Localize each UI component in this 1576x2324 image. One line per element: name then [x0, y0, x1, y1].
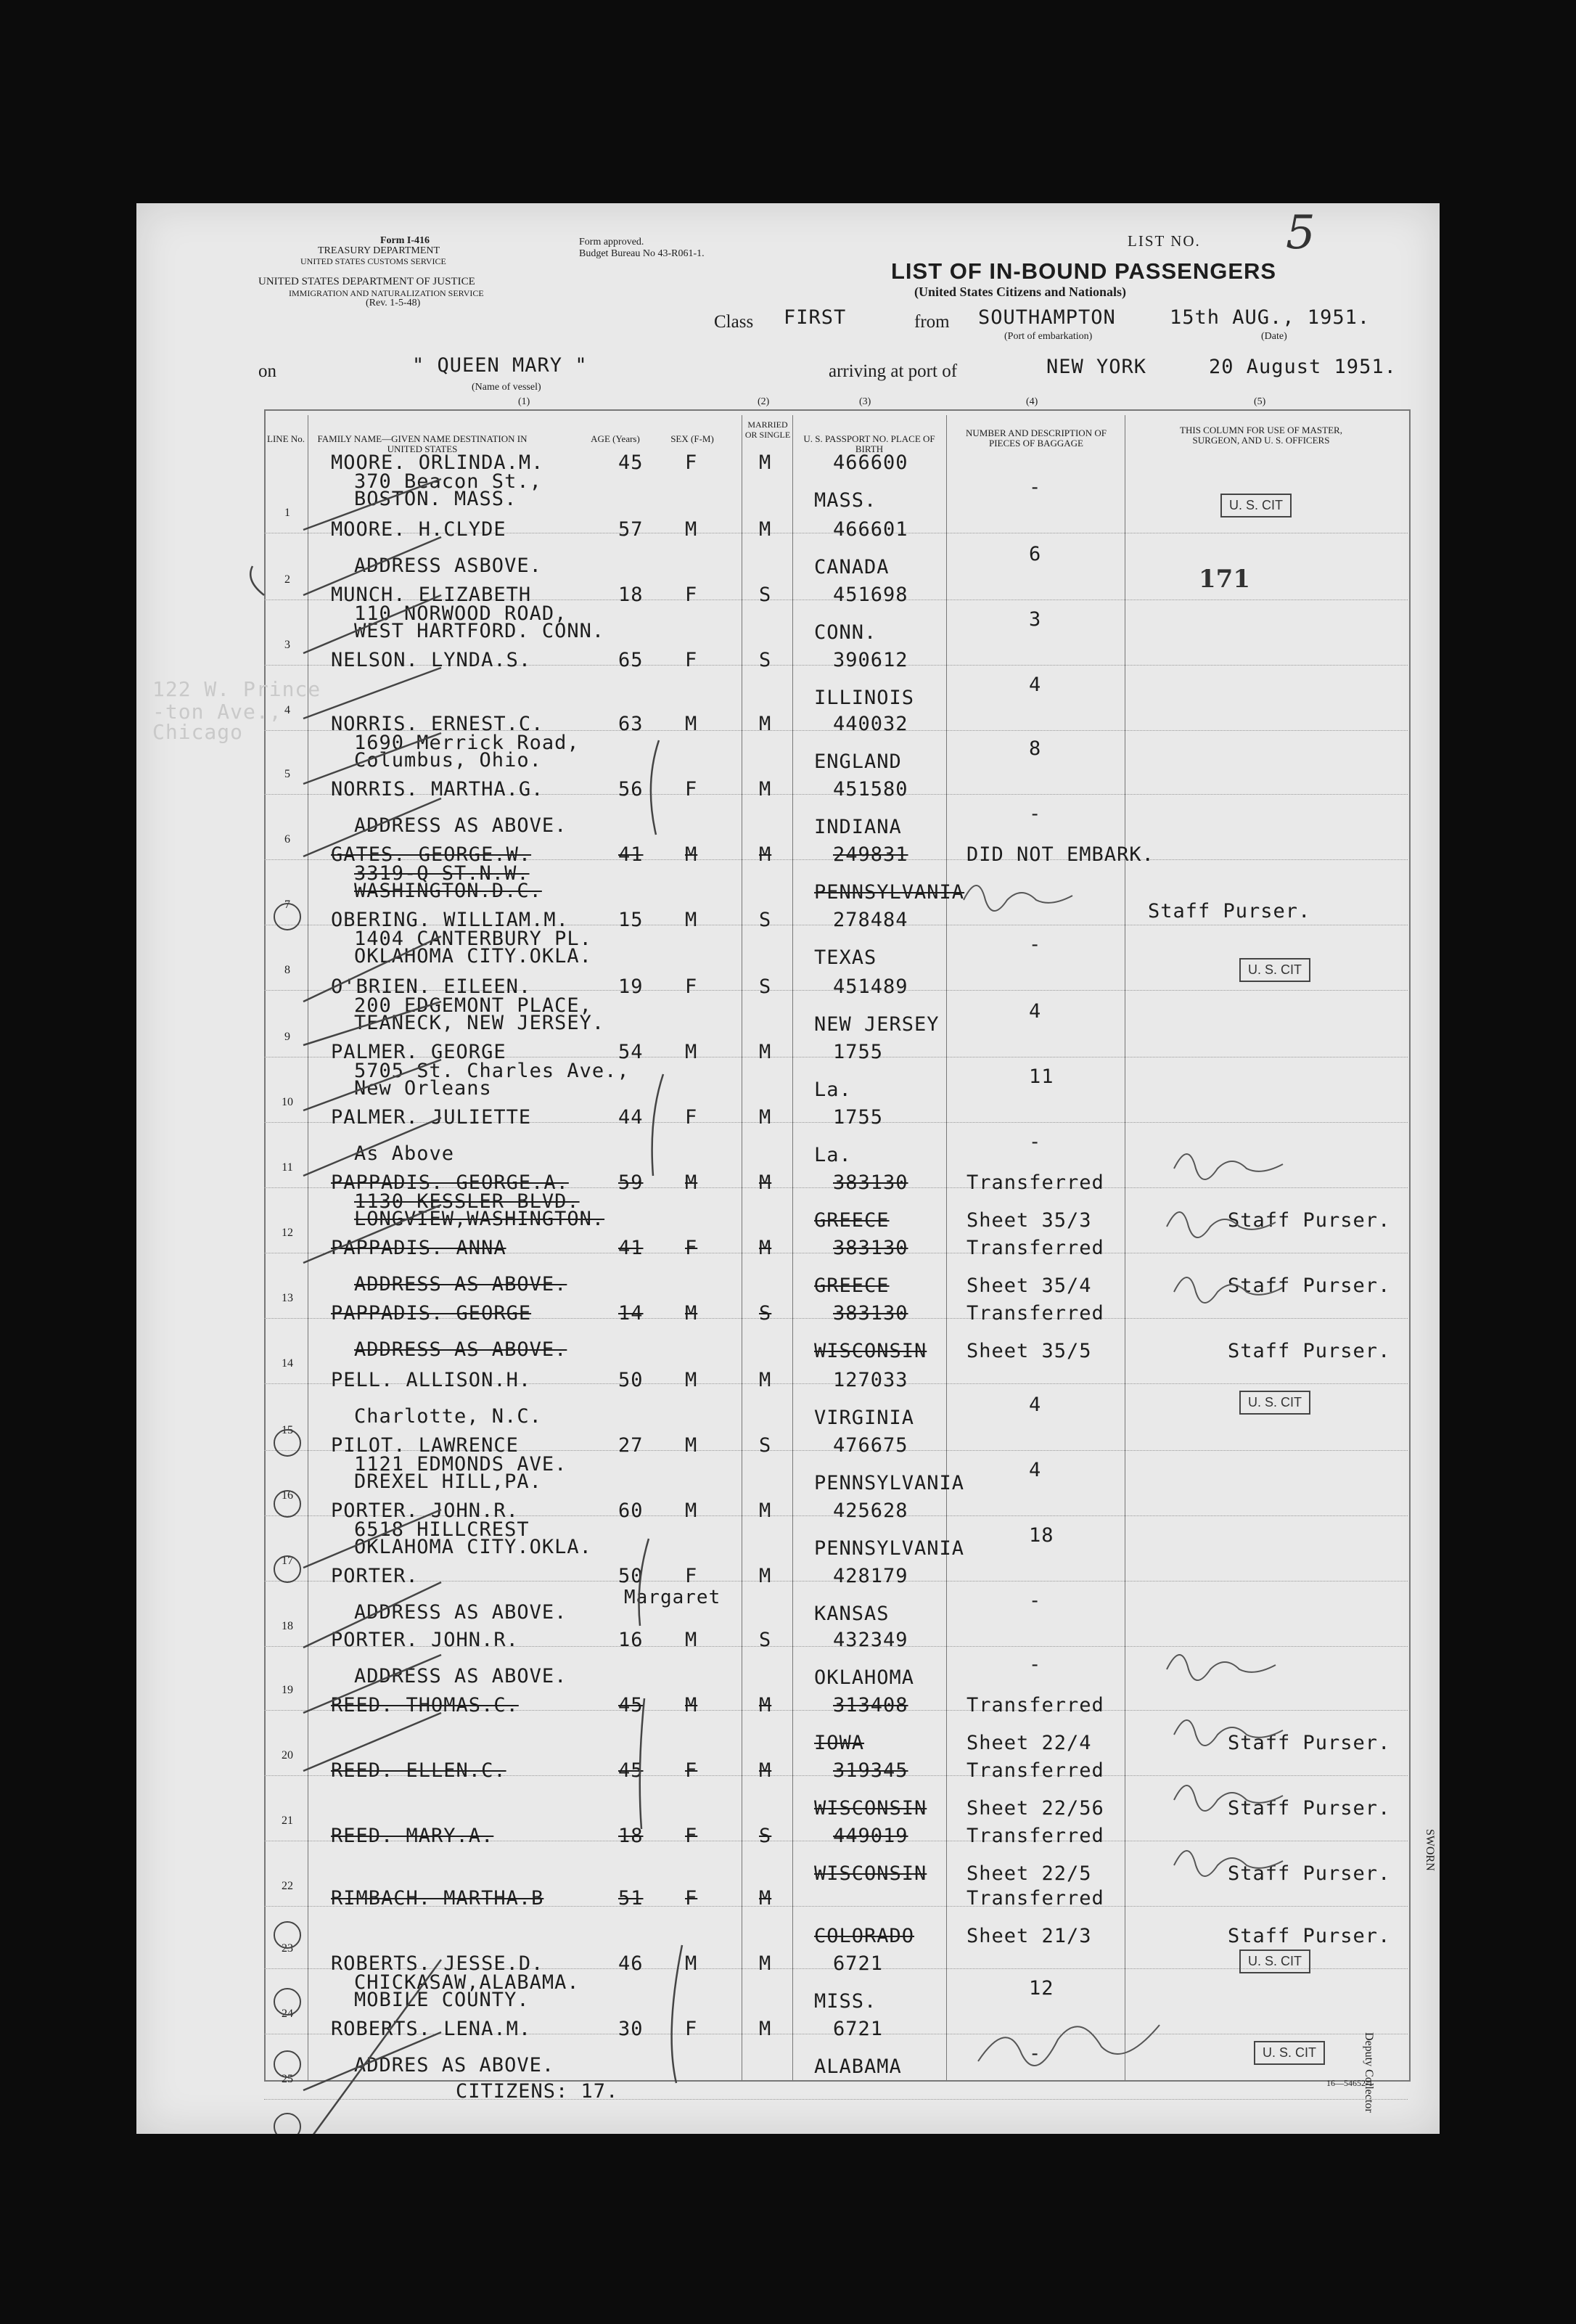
- passport-number: 451489: [833, 975, 908, 998]
- manifest-sheet: [136, 203, 1440, 2134]
- baggage: 4: [1029, 1000, 1042, 1023]
- line-number: 23: [282, 1942, 293, 1955]
- embark-caption: (Port of embarkation): [1004, 331, 1093, 342]
- margin-address-3: Chicago: [152, 720, 244, 744]
- age: 44: [618, 1106, 644, 1129]
- ins-name: IMMIGRATION AND NATURALIZATION SERVICE: [289, 288, 484, 298]
- place-of-birth: TEXAS: [814, 946, 877, 969]
- place-of-birth: CONN.: [814, 621, 877, 644]
- deputy-collector: Deputy Collector: [1363, 2032, 1375, 2113]
- passport-number: 425628: [833, 1499, 908, 1522]
- marital-status: M: [759, 1171, 772, 1194]
- place-of-birth: INDIANA: [814, 816, 902, 838]
- baggage: -: [1029, 476, 1042, 499]
- line-number: 16: [282, 1489, 293, 1502]
- age: 50: [618, 1565, 644, 1587]
- passport-number: 451698: [833, 584, 908, 606]
- destination-line-2: OKLAHOMA CITY.OKLA.: [354, 945, 592, 967]
- transfer-sheet: Sheet 22/5: [966, 1862, 1092, 1885]
- marital-status: M: [759, 1887, 772, 1910]
- sworn-mark: SWORN: [1424, 1829, 1436, 1871]
- baggage: 4: [1029, 674, 1042, 696]
- sex: M: [685, 1434, 698, 1457]
- age: 14: [618, 1302, 644, 1325]
- marital-status: M: [759, 843, 772, 866]
- destination-line-2: WEST HARTFORD. CONN.: [354, 620, 605, 642]
- marital-status: M: [759, 1369, 772, 1391]
- destination-line-2: New Orleans: [354, 1077, 492, 1100]
- header-line-no: LINE No.: [267, 433, 305, 444]
- justice-name: UNITED STATES DEPARTMENT OF JUSTICE: [258, 276, 475, 287]
- line-number: 8: [284, 964, 290, 976]
- pen-marks: [136, 203, 1440, 2134]
- header-married: MARRIED OR SINGLE: [744, 420, 791, 440]
- line-number: 18: [282, 1620, 293, 1632]
- destination-line-1: 1121 EDMONDS AVE.: [354, 1453, 567, 1476]
- baggage: 6: [1029, 543, 1042, 565]
- page-number-171: 171: [1199, 565, 1250, 594]
- destination-line-2: OKLAHOMA CITY.OKLA.: [354, 1536, 592, 1558]
- passport-number: 440032: [833, 713, 908, 735]
- sex: F: [685, 975, 698, 998]
- place-of-birth: VIRGINIA: [814, 1407, 915, 1429]
- line-number: 5: [284, 768, 290, 780]
- passenger-name: GATES. GEORGE.W.: [331, 843, 532, 866]
- sex: M: [685, 1041, 698, 1063]
- marital-status: M: [759, 451, 772, 474]
- passenger-name: MUNCH. ELIZABETH: [331, 584, 532, 606]
- embark-port: SOUTHAMPTON: [978, 306, 1116, 329]
- sex: M: [685, 843, 698, 866]
- baggage: Transferred: [966, 1759, 1104, 1782]
- date-caption: (Date): [1261, 331, 1287, 342]
- sex: F: [685, 584, 698, 606]
- age: 16: [618, 1629, 644, 1651]
- sex: M: [685, 1302, 698, 1325]
- place-of-birth: WISCONSIN: [814, 1340, 927, 1362]
- transfer-sheet: Sheet 22/56: [966, 1797, 1104, 1820]
- destination-line-2: DREXEL HILL,PA.: [354, 1470, 542, 1493]
- line-number: 9: [284, 1031, 290, 1043]
- marital-status: M: [759, 1041, 772, 1063]
- marital-status: S: [759, 1302, 772, 1325]
- marital-status: S: [759, 1434, 772, 1457]
- destination-line-1: CHICKASAW,ALABAMA.: [354, 1971, 580, 1994]
- staff-purser-note: Staff Purser.: [1228, 1274, 1391, 1297]
- marital-status: M: [759, 1952, 772, 1975]
- passport-number: 313408: [833, 1694, 908, 1717]
- passport-number: 449019: [833, 1825, 908, 1847]
- header-name: FAMILY NAME—GIVEN NAME DESTINATION IN UNITED STATES: [317, 433, 528, 454]
- budget-bureau: Budget Bureau No 43-R061-1.: [579, 248, 705, 259]
- passport-number: 383130: [833, 1237, 908, 1259]
- line-number: 3: [284, 639, 290, 651]
- marital-status: M: [759, 1499, 772, 1522]
- sex: F: [685, 1106, 698, 1129]
- embark-date: 15th AUG., 1951.: [1170, 306, 1371, 329]
- age: 57: [618, 518, 644, 541]
- line-number: 1: [284, 507, 290, 519]
- passport-number: 383130: [833, 1171, 908, 1194]
- sex: M: [685, 1171, 698, 1194]
- col-num-4: (4): [1026, 396, 1038, 407]
- baggage: Transferred: [966, 1237, 1104, 1259]
- passenger-name: PORTER. JOHN.R.: [331, 1629, 519, 1651]
- place-of-birth: PENNSYLVANIA: [814, 1472, 965, 1494]
- age: 59: [618, 1171, 644, 1194]
- arrival-date: 20 August 1951.: [1209, 356, 1397, 378]
- staff-purser-note: Staff Purser.: [1228, 1340, 1391, 1362]
- passport-number: 390612: [833, 649, 908, 671]
- passenger-name: MOORE. H.CLYDE: [331, 518, 506, 541]
- transfer-sheet: Sheet 21/3: [966, 1925, 1092, 1947]
- margin-address-1: 122 W. Prince: [152, 677, 321, 701]
- sex: F: [685, 778, 698, 801]
- passenger-name: REED. THOMAS.C.: [331, 1694, 519, 1717]
- marital-status: M: [759, 713, 772, 735]
- sex: M: [685, 1952, 698, 1975]
- line-number: 17: [282, 1555, 293, 1567]
- place-of-birth: GREECE: [814, 1209, 890, 1232]
- class-label: Class: [714, 312, 754, 332]
- footer-code: 16—54652-1: [1326, 2078, 1373, 2088]
- destination-line-1: 1690 Merrick Road,: [354, 732, 580, 754]
- destination-line-2: MOBILE COUNTY.: [354, 1989, 530, 2011]
- passenger-name: PILOT. LAWRENCE: [331, 1434, 519, 1457]
- line-number: 22: [282, 1880, 293, 1892]
- sex: M: [685, 1694, 698, 1717]
- passenger-name: NORRIS. ERNEST.C.: [331, 713, 544, 735]
- passport-number: 6721: [833, 1952, 884, 1975]
- transfer-sheet: Sheet 35/4: [966, 1274, 1092, 1297]
- line-number: 6: [284, 833, 290, 846]
- dept-name: TREASURY DEPARTMENT: [318, 245, 440, 256]
- place-of-birth: MASS.: [814, 489, 877, 512]
- rev-date: (Rev. 1-5-48): [366, 298, 421, 308]
- header-passport: U. S. PASSPORT NO. PLACE OF BIRTH: [803, 433, 935, 454]
- line-number: 13: [282, 1292, 293, 1304]
- col-num-1: (1): [518, 396, 530, 407]
- line-number: 19: [282, 1684, 293, 1696]
- baggage: 18: [1029, 1524, 1054, 1547]
- place-of-birth: La.: [814, 1079, 852, 1101]
- sex: M: [685, 1369, 698, 1391]
- place-of-birth: KANSAS: [814, 1603, 890, 1625]
- age: 51: [618, 1887, 644, 1910]
- sex: M: [685, 909, 698, 931]
- line-number: 7: [284, 899, 290, 911]
- sex: F: [685, 451, 698, 474]
- passport-number: 127033: [833, 1369, 908, 1391]
- destination-line-2: ADDRES AS ABOVE.: [354, 2054, 555, 2077]
- us-cit-stamp: U. S. CIT: [1239, 1391, 1310, 1415]
- destination-line-1: 3319-Q ST.N.W.: [354, 862, 530, 885]
- header-officers: THIS COLUMN FOR USE OF MASTER, SURGEON, AND U. S. OFFICERS: [1180, 425, 1342, 446]
- place-of-birth: PENNSYLVANIA: [814, 881, 965, 904]
- margin-address-2: -ton Ave.,: [152, 700, 282, 724]
- age: 45: [618, 1759, 644, 1782]
- col-num-5: (5): [1254, 396, 1266, 407]
- passenger-name: RIMBACH. MARTHA.B: [331, 1887, 544, 1910]
- line-number: 20: [282, 1749, 293, 1762]
- sex: M: [685, 1499, 698, 1522]
- place-of-birth: GREECE: [814, 1274, 890, 1297]
- age: 27: [618, 1434, 644, 1457]
- age: 30: [618, 2018, 644, 2040]
- destination-line-2: As Above: [354, 1142, 455, 1165]
- passenger-name: PALMER. GEORGE: [331, 1041, 506, 1063]
- place-of-birth: WISCONSIN: [814, 1797, 927, 1820]
- passport-number: 428179: [833, 1565, 908, 1587]
- page-title: LIST OF IN-BOUND PASSENGERS: [891, 258, 1277, 284]
- header-baggage: NUMBER AND DESCRIPTION OF PIECES OF BAGGAGE: [966, 427, 1107, 449]
- line-number: 24: [282, 2008, 293, 2020]
- line-number: 10: [282, 1096, 293, 1108]
- baggage: -: [1029, 1653, 1042, 1676]
- passport-number: 466601: [833, 518, 908, 541]
- us-cit-stamp: U. S. CIT: [1239, 1949, 1310, 1973]
- passenger-name: PELL. ALLISON.H.: [331, 1369, 532, 1391]
- age: 15: [618, 909, 644, 931]
- marital-status: S: [759, 909, 772, 931]
- destination-line-2: LONGVIEW,WASHINGTON.: [354, 1208, 605, 1230]
- age: 41: [618, 1237, 644, 1259]
- age: 46: [618, 1952, 644, 1975]
- passenger-name: ROBERTS. LENA.M.: [331, 2018, 532, 2040]
- baggage: Transferred: [966, 1171, 1104, 1194]
- staff-purser-label: Staff Purser.: [1148, 900, 1311, 922]
- destination-line-2: WASHINGTON.D.C.: [354, 880, 542, 902]
- margaret-note: Margaret: [624, 1587, 721, 1608]
- passenger-name: PALMER. JULIETTE: [331, 1106, 532, 1129]
- line-number: 4: [284, 704, 290, 716]
- arriving-label: arriving at port of: [829, 361, 958, 381]
- destination-line-1: 200 EDGEMONT PLACE,: [354, 994, 592, 1017]
- transfer-sheet: Sheet 22/4: [966, 1732, 1092, 1754]
- line-number: 12: [282, 1227, 293, 1239]
- baggage: Transferred: [966, 1887, 1104, 1910]
- passport-number: 1755: [833, 1106, 884, 1129]
- passport-number: 466600: [833, 451, 908, 474]
- form-number: Form I-416: [380, 235, 430, 246]
- passport-number: 319345: [833, 1759, 908, 1782]
- destination-line-2: ADDRESS AS ABOVE.: [354, 1338, 567, 1361]
- marital-status: M: [759, 518, 772, 541]
- line-number: 25: [282, 2073, 293, 2085]
- staff-purser-note: Staff Purser.: [1228, 1732, 1391, 1754]
- staff-purser-note: Staff Purser.: [1228, 1797, 1391, 1820]
- destination-line-1: 370 Beacon St.,: [354, 470, 542, 493]
- passport-number: 383130: [833, 1302, 908, 1325]
- passenger-name: ROBERTS. JESSE.D.: [331, 1952, 544, 1975]
- passenger-name: REED. ELLEN.C.: [331, 1759, 506, 1782]
- destination-line-2: TEANECK, NEW JERSEY.: [354, 1012, 605, 1034]
- list-no: 5: [1286, 206, 1316, 260]
- sex: M: [685, 713, 698, 735]
- place-of-birth: La.: [814, 1144, 852, 1166]
- place-of-birth: MISS.: [814, 1990, 877, 2013]
- transfer-sheet: Sheet 35/5: [966, 1340, 1092, 1362]
- age: 19: [618, 975, 644, 998]
- marital-status: S: [759, 1825, 772, 1847]
- baggage: DID NOT EMBARK.: [966, 843, 1154, 866]
- line-number: 21: [282, 1814, 293, 1827]
- marital-status: M: [759, 1694, 772, 1717]
- baggage: 8: [1029, 737, 1042, 760]
- staff-purser-note: Staff Purser.: [1228, 1925, 1391, 1947]
- destination-line-1: 110 NORWOOD ROAD,: [354, 602, 567, 625]
- us-cit-stamp: U. S. CIT: [1254, 2041, 1325, 2065]
- marital-status: S: [759, 649, 772, 671]
- passport-number: 249831: [833, 843, 908, 866]
- col-num-2: (2): [758, 396, 770, 407]
- place-of-birth: ALABAMA: [814, 2055, 902, 2078]
- passenger-name: PAPPADIS. ANNA: [331, 1237, 506, 1259]
- destination-line-1: 6518 HILLCREST: [354, 1518, 530, 1541]
- baggage: 4: [1029, 1394, 1042, 1416]
- baggage: Transferred: [966, 1302, 1104, 1325]
- passport-number: 278484: [833, 909, 908, 931]
- passenger-name: REED. MARY.A.: [331, 1825, 494, 1847]
- place-of-birth: WISCONSIN: [814, 1862, 927, 1885]
- passenger-name: O'BRIEN. EILEEN.: [331, 975, 532, 998]
- col-num-3: (3): [859, 396, 871, 407]
- destination-line-2: ADDRESS ASBOVE.: [354, 555, 542, 577]
- passport-number: 432349: [833, 1629, 908, 1651]
- age: 45: [618, 1694, 644, 1717]
- sex: F: [685, 1759, 698, 1782]
- header-sex: SEX (F-M): [670, 433, 714, 444]
- passenger-name: MOORE. ORLINDA.M.: [331, 451, 544, 474]
- baggage: Transferred: [966, 1694, 1104, 1717]
- passport-number: 6721: [833, 2018, 884, 2040]
- marital-status: S: [759, 1629, 772, 1651]
- destination-line-2: ADDRESS AS ABOVE.: [354, 1273, 567, 1296]
- passenger-name: PAPPADIS. GEORGE: [331, 1302, 532, 1325]
- baggage: 11: [1029, 1065, 1054, 1088]
- on-label: on: [258, 361, 276, 381]
- age: 45: [618, 451, 644, 474]
- age: 50: [618, 1369, 644, 1391]
- destination-line-2: ADDRESS AS ABOVE.: [354, 1665, 567, 1687]
- destination-line-1: 1130 KESSLER BLVD.: [354, 1190, 580, 1213]
- arrival-port: NEW YORK: [1046, 356, 1147, 378]
- sex: F: [685, 2018, 698, 2040]
- baggage: -: [1029, 933, 1042, 956]
- vessel-name: " QUEEN MARY ": [412, 354, 588, 377]
- destination-line-1: 1404 CANTERBURY PL.: [354, 928, 592, 950]
- place-of-birth: ENGLAND: [814, 750, 902, 773]
- vessel-caption: (Name of vessel): [472, 382, 541, 393]
- destination-line-2: BOSTON. MASS.: [354, 488, 517, 510]
- place-of-birth: COLORADO: [814, 1925, 915, 1947]
- staff-purser-note: Staff Purser.: [1228, 1209, 1391, 1232]
- place-of-birth: OKLAHOMA: [814, 1666, 915, 1689]
- passport-number: 451580: [833, 778, 908, 801]
- citizens-count: CITIZENS: 17.: [456, 2080, 619, 2103]
- from-label: from: [914, 312, 950, 332]
- sex: F: [685, 1565, 698, 1587]
- form-approved: Form approved.: [579, 237, 644, 247]
- marital-status: M: [759, 2018, 772, 2040]
- marital-status: M: [759, 778, 772, 801]
- age: 60: [618, 1499, 644, 1522]
- destination-line-2: Columbus, Ohio.: [354, 749, 542, 772]
- place-of-birth: ILLINOIS: [814, 687, 915, 709]
- marital-status: M: [759, 1565, 772, 1587]
- list-no-label: LIST NO.: [1128, 232, 1201, 250]
- age: 41: [618, 843, 644, 866]
- line-number: 15: [282, 1424, 293, 1436]
- baggage: 4: [1029, 1459, 1042, 1481]
- passenger-name: OBERING. WILLIAM.M.: [331, 909, 569, 931]
- marital-status: M: [759, 1237, 772, 1259]
- destination-line-1: 5705 St. Charles Ave.,: [354, 1060, 630, 1082]
- baggage: -: [1029, 2042, 1042, 2065]
- age: 18: [618, 1825, 644, 1847]
- staff-purser-note: Staff Purser.: [1228, 1862, 1391, 1885]
- place-of-birth: CANADA: [814, 556, 890, 578]
- age: 65: [618, 649, 644, 671]
- sex: F: [685, 1825, 698, 1847]
- marital-status: M: [759, 1759, 772, 1782]
- header-age: AGE (Years): [591, 433, 640, 444]
- sex: M: [685, 1629, 698, 1651]
- sex: F: [685, 1237, 698, 1259]
- passport-number: 476675: [833, 1434, 908, 1457]
- baggage: -: [1029, 1589, 1042, 1612]
- destination-line-2: Charlotte, N.C.: [354, 1405, 542, 1428]
- passenger-name: PORTER.: [331, 1565, 419, 1587]
- passenger-name: PAPPADIS. GEORGE.A.: [331, 1171, 569, 1194]
- sex: F: [685, 649, 698, 671]
- marital-status: M: [759, 1106, 772, 1129]
- sex: M: [685, 518, 698, 541]
- transfer-sheet: Sheet 35/3: [966, 1209, 1092, 1232]
- baggage: -: [1029, 1131, 1042, 1153]
- baggage: 12: [1029, 1977, 1054, 2000]
- marital-status: S: [759, 584, 772, 606]
- customs-name: UNITED STATES CUSTOMS SERVICE: [300, 256, 446, 266]
- baggage: -: [1029, 803, 1042, 825]
- place-of-birth: IOWA: [814, 1732, 865, 1754]
- place-of-birth: NEW JERSEY: [814, 1013, 940, 1036]
- line-number: 14: [282, 1357, 293, 1370]
- age: 63: [618, 713, 644, 735]
- age: 54: [618, 1041, 644, 1063]
- class-value: FIRST: [784, 306, 847, 329]
- page-subtitle: (United States Citizens and Nationals): [914, 285, 1127, 299]
- sex: F: [685, 1887, 698, 1910]
- passenger-name: NELSON. LYNDA.S.: [331, 649, 532, 671]
- us-cit-stamp: U. S. CIT: [1239, 958, 1310, 982]
- destination-line-2: ADDRESS AS ABOVE.: [354, 814, 567, 837]
- marital-status: S: [759, 975, 772, 998]
- destination-line-2: ADDRESS AS ABOVE.: [354, 1601, 567, 1624]
- age: 18: [618, 584, 644, 606]
- line-number: 2: [284, 573, 290, 586]
- age: 56: [618, 778, 644, 801]
- line-number: 11: [282, 1161, 293, 1174]
- passport-number: 1755: [833, 1041, 884, 1063]
- passenger-name: NORRIS. MARTHA.G.: [331, 778, 544, 801]
- baggage: 3: [1029, 608, 1042, 631]
- passenger-name: PORTER. JOHN.R.: [331, 1499, 519, 1522]
- baggage: Transferred: [966, 1825, 1104, 1847]
- place-of-birth: PENNSYLVANIA: [814, 1537, 965, 1560]
- us-cit-stamp: U. S. CIT: [1220, 494, 1292, 517]
